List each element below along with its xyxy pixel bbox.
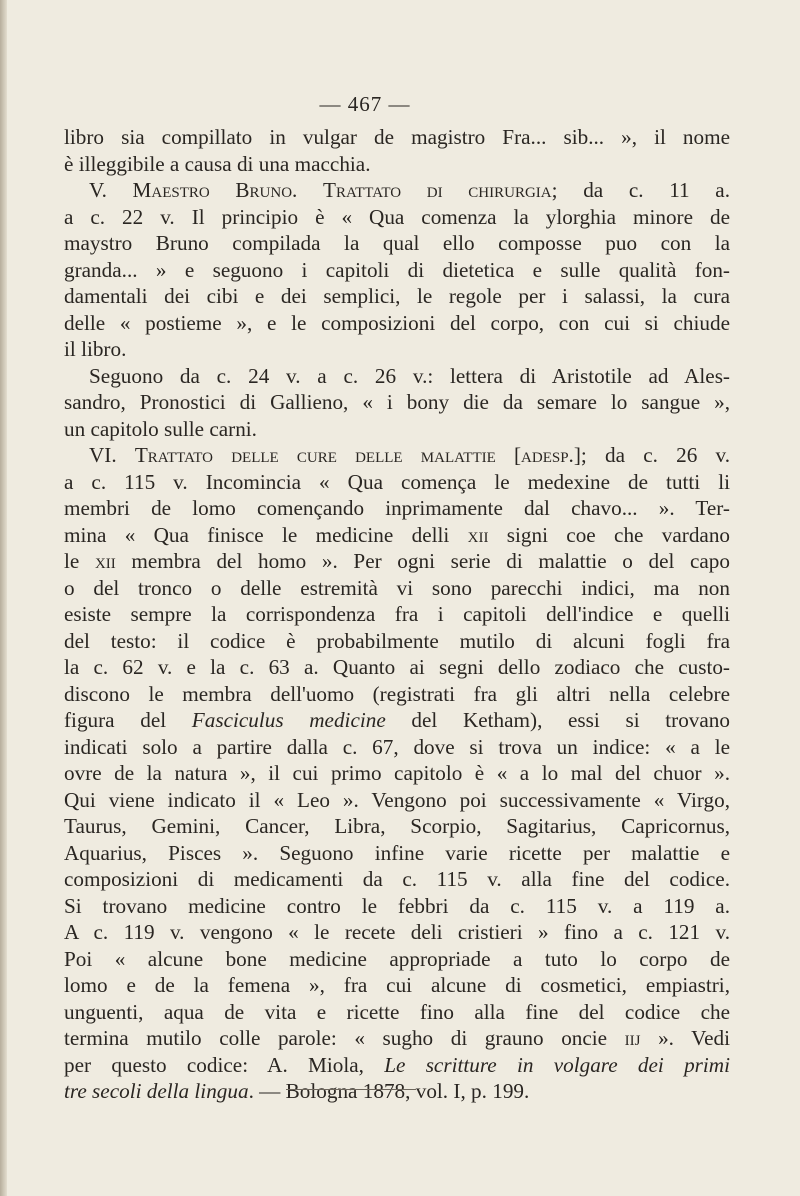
text-line: ovre de la natura », il cui primo capitolo è « a lo mal del chuor ». xyxy=(64,761,730,785)
text-line: Qui viene indicato il « Leo ». Vengono poi successivamente « Virgo, xyxy=(64,787,730,812)
small-caps-text: Trattato di chirurgia xyxy=(323,178,552,202)
body-text xyxy=(64,124,730,1105)
text-line: del testo: il codice è probabilmente mutilo di alcuni fogli fra xyxy=(64,628,730,653)
text-line: Taurus, Gemini, Cancer, Libra, Scorpio, Sagitarius, Capricornus, xyxy=(64,814,730,838)
small-caps-text: xii xyxy=(94,549,116,573)
text-line: la c. 62 v. e la c. 63 a. Quanto ai segni dello zodiaco che custo- xyxy=(64,655,730,679)
text-line: Si trovano medicine contro le febbri da c. 115 v. a 119 a. xyxy=(64,893,730,918)
text-line: damentali dei cibi e dei semplici, le regole per i salassi, la cura xyxy=(64,284,730,308)
text-line: maystro Bruno compilada la qual ello composse puo con la xyxy=(64,231,730,255)
text-line: indicati solo a partire dalla c. 67, dove si trova un indice: « a le xyxy=(64,734,730,759)
small-caps-text: Maestro Bruno xyxy=(132,178,293,202)
text-line: granda... » e seguono i capitoli di dietetica e sulle qualità fon- xyxy=(64,257,730,282)
small-caps-text: adesp. xyxy=(521,443,574,467)
text-line: membri de lomo començando inprimamente dal chavo... ». Ter- xyxy=(64,496,730,520)
text-line: A c. 119 v. vengono « le recete deli cristieri » fino a c. 121 v. xyxy=(64,920,730,944)
text-line: Seguono da c. 24 v. a c. 26 v.: lettera di Aristotile ad Ales- xyxy=(89,363,730,388)
italic-title: Fasciculus medicine xyxy=(191,708,386,732)
small-caps-text: Trattato delle cure delle malattie xyxy=(134,443,496,467)
page-edge xyxy=(0,0,7,1196)
text-line: le xii membra del homo ». Per ogni serie di malattie o del capo xyxy=(64,549,730,573)
text-line: figura del Fasciculus medicine del Ketham), essi si trovano xyxy=(64,708,730,732)
page-number: — 467 — xyxy=(319,92,411,116)
text-line: delle « postieme », e le composizioni del corpo, con cui si chiude xyxy=(64,310,730,335)
text-line: discono le membra dell'uomo (registrati fra gli altri nella celebre xyxy=(64,681,730,706)
text-line: Poi « alcune bone medicine appropriade a tuto lo corpo de xyxy=(64,946,730,971)
section-end-rule xyxy=(286,1089,416,1090)
text-line: Aquarius, Pisces ». Seguono infine varie ricette per malattie e xyxy=(64,840,730,865)
small-caps-text: iij xyxy=(624,1026,641,1050)
text-line: un capitolo sulle carni. xyxy=(64,416,257,441)
text-line: sandro, Pronostici di Gallieno, « i bony die da semare lo sangue », xyxy=(64,390,730,414)
text-line: mina « Qua finisce le medicine delli xii signi coe che vardano xyxy=(64,522,731,547)
text-line: è illeggibile a causa di una macchia. xyxy=(64,151,371,176)
text-line: libro sia compillato in vulgar de magistro Fra... sib... », il nome xyxy=(64,125,730,149)
text-line: lomo e de la femena », fra cui alcune di cosmetici, empiastri, xyxy=(64,973,730,997)
text-line: V. Maestro Bruno. Trattato di chirurgia; da c. 11 a. xyxy=(89,178,731,202)
text-line: esiste sempre la corrispondenza fra i capitoli dell'indice e quelli xyxy=(64,602,730,626)
text-line: a c. 115 v. Incomincia « Qua començа le medexine de tutti li xyxy=(64,469,730,494)
text-line: unguenti, aqua de vita e ricette fino alla fine del codice che xyxy=(64,999,730,1024)
italic-title: Le scritture in volgare dei primi xyxy=(384,1052,730,1077)
text-line: VI. Trattato delle cure delle malattie [adesp.]; da c. 26 v. xyxy=(89,443,730,467)
italic-title: tre secoli della lingua xyxy=(64,1079,249,1103)
text-line: o del tronco o delle estremità vi sono parecchi indici, ma non xyxy=(64,575,730,600)
text-line: a c. 22 v. Il principio è « Qua comenza la ylorghia minore de xyxy=(64,204,730,229)
text-line: il libro. xyxy=(64,337,127,361)
text-line: tre secoli della lingua. — Bologna 1878, vol. I, p. 199. xyxy=(64,1079,530,1103)
text-line: termina mutilo colle parole: « sugho di grauno oncie iij ». Vedi xyxy=(64,1026,731,1050)
text-line: per questo codice: A. Miola, Le scritture in volgare dei primi xyxy=(64,1052,730,1077)
small-caps-text: xii xyxy=(467,522,489,547)
text-line: composizioni di medicamenti da c. 115 v. alla fine del codice. xyxy=(64,867,730,891)
